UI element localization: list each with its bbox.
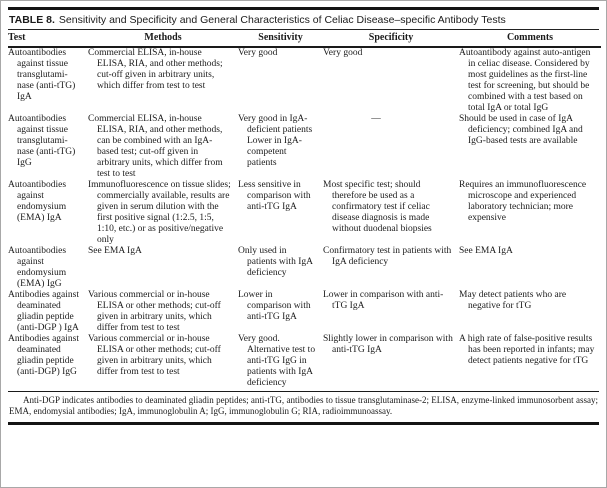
table-number-label: TABLE 8.	[9, 14, 55, 26]
cell-comments: Requires an immunofluorescence microscope and experienced laboratory technician; more expensive	[459, 180, 587, 223]
antibody-tests-table	[8, 30, 601, 389]
header-row	[8, 30, 601, 47]
table-title	[8, 10, 599, 30]
table-row	[8, 290, 601, 334]
column-header-specificity: Specificity	[323, 30, 459, 47]
cell-sensitivity: Lower in comparison with anti-tTG IgA	[238, 290, 311, 322]
table-title-text: Sensitivity and Specificity and General Characteristics of Celiac Disease–specific Antibody Tests	[58, 14, 506, 26]
cell-comments: Should be used in case of IgA deficiency; combined IgA and IgG-based tests are available	[459, 114, 583, 146]
cell-specificity: —	[371, 114, 381, 124]
column-header-comments: Comments	[459, 30, 601, 47]
cell-specificity: Confirmatory test in patients with IgA deficiency	[323, 246, 452, 267]
table-sheet	[1, 1, 606, 425]
cell-specificity: Slightly lower in comparison with anti-tTG IgA	[323, 334, 453, 355]
table-row	[8, 114, 601, 180]
cell-sensitivity: Very good	[238, 48, 278, 58]
cell-specificity: Lower in comparison with anti-tTG IgA	[323, 290, 444, 311]
cell-test: Autoantibodies against endomysium (EMA) IgG	[8, 246, 67, 289]
bottom-rule	[8, 422, 599, 425]
cell-specificity: Very good	[323, 48, 363, 58]
cell-sensitivity: Less sensitive in comparison with anti-tTG IgA	[238, 180, 311, 212]
cell-comments: See EMA IgA	[459, 246, 513, 256]
cell-test: Autoantibodies against endomysium (EMA) IgA	[8, 180, 67, 223]
cell-sensitivity: Very good in IgA-deficient patients Lower in IgA-competent patients	[238, 114, 313, 168]
cell-comments: Autoantibody against auto-antigen in celiac disease. Considered by most guidelines as the first-line test for screening, but should be combined with a test based on total IgA or total IgG	[459, 48, 591, 113]
cell-comments: A high rate of false-positive results has been reported in infants; may detect patients negative for tTG	[459, 334, 595, 366]
cell-sensitivity: Only used in patients with IgA deficiency	[238, 246, 313, 278]
cell-methods: See EMA IgA	[88, 246, 142, 256]
column-header-methods: Methods	[88, 30, 238, 47]
cell-methods: Commercial ELISA, in-house ELISA, RIA, and other methods, can be combined with an IgA-based test; cut-off given in arbitrary units, which differ from test to test	[88, 114, 223, 179]
table-row	[8, 180, 601, 246]
cell-methods: Various commercial or in-house ELISA or other methods; cut-off given in arbitrary units, which differ from test to test	[88, 290, 221, 333]
column-header-test: Test	[8, 30, 88, 47]
cell-test: Antibodies against deaminated gliadin peptide (anti-DGP ) IgA	[8, 290, 79, 333]
cell-test: Autoantibodies against tissue transglutami-nase (anti-tTG) IgA	[8, 48, 76, 102]
cell-comments: May detect patients who are negative for tTG	[459, 290, 567, 311]
cell-sensitivity: Very good. Alternative test to anti-tTG IgG in patients with IgA deficiency	[238, 334, 316, 388]
table-row	[8, 47, 601, 114]
cell-methods: Immunofluorescence on tissue slides; commercially available, results are given in serum dilution with the first positive signal (1:2.5, 1:5, 1:10, etc.) or as positive/negative only	[88, 180, 231, 245]
column-header-sensitivity: Sensitivity	[238, 30, 323, 47]
cell-test: Autoantibodies against tissue transglutami-nase (anti-tTG) IgG	[8, 114, 76, 168]
table-row	[8, 246, 601, 290]
cell-methods: Commercial ELISA, in-house ELISA, RIA, and other methods; cut-off given in arbitrary units, which differ from test to test	[88, 48, 223, 91]
cell-test: Antibodies against deaminated gliadin peptide (anti-DGP) IgG	[8, 334, 79, 377]
cell-specificity: Most specific test; should therefore be used as a confirmatory test if celiac disease diagnosis is made without duodenal biopsies	[323, 180, 432, 234]
cell-methods: Various commercial or in-house ELISA or other methods; cut-off given in arbitrary units, which differ from test to test	[88, 334, 221, 377]
table-row	[8, 334, 601, 389]
table-footnote: Anti-DGP indicates antibodies to deaminated gliadin peptides; anti-tTG, antibodies to tissue transglutaminase-2; ELISA, enzyme-linked immunosorbent assay; EMA, endomysial antibodies; IgA, immunoglobulin A; IgG, immunoglobulin G; RIA, radioimmunoassay.	[9, 395, 598, 416]
